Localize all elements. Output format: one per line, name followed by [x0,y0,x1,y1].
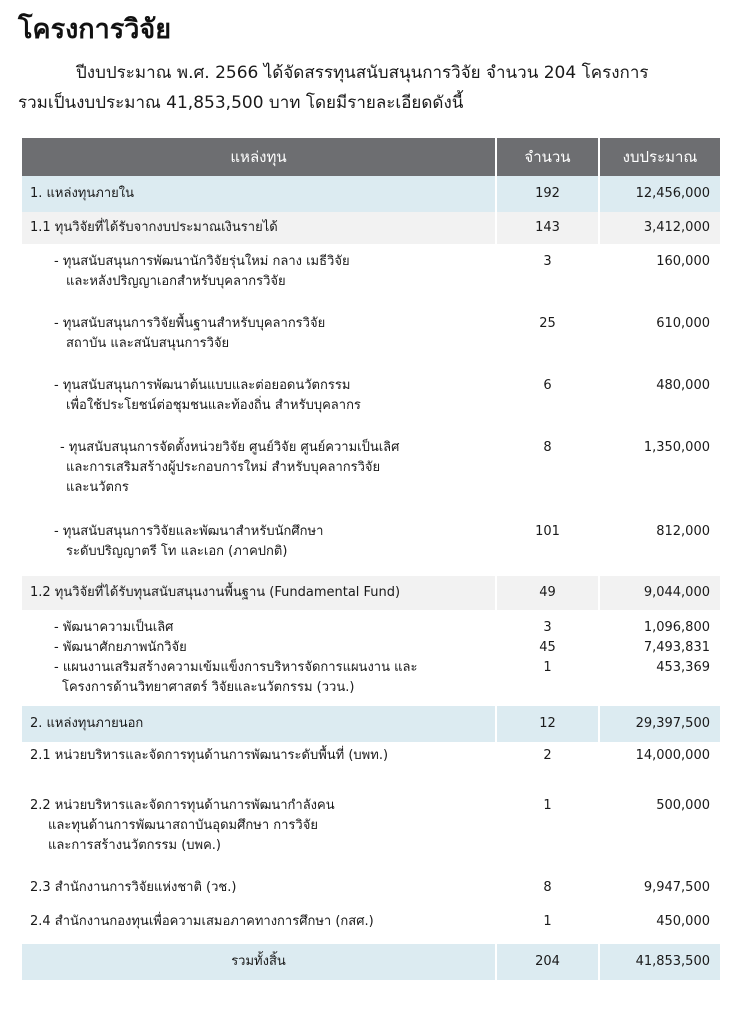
table-row [22,874,720,908]
row-budget: 14,000,000 [635,748,710,763]
row-count: 8 [496,874,599,908]
table-row [22,742,720,788]
row-label: 2.4 สำนักงานกองทุนเพื่อความเสมอภาคทางการศึกษา (กสศ.) [22,908,496,943]
row-budget: 9,947,500 [643,880,710,895]
intro-line-1: ปีงบประมาณ พ.ศ. 2566 ได้จัดสรรทุนสนับสนุนการวิจัย จำนวน 204 โครงการ [76,63,649,83]
table-row [22,638,720,658]
row-label-line: สถาบัน และสนับสนุนการวิจัย [66,336,230,351]
header-count: จำนวน [496,138,599,176]
table-row [22,368,720,430]
row-budget: 1,096,800 [643,620,710,635]
row-budget: 12,456,000 [599,176,720,212]
row-label: 1.2 ทุนวิจัยที่ได้รับทุนสนับสนุนงานพื้นฐาน (Fundamental Fund) [22,576,496,610]
row-label: - พัฒนาศักยภาพนักวิจัย [22,638,496,658]
row-label [22,788,496,874]
table-row [22,306,720,368]
row-budget: 450,000 [656,914,710,929]
table-row [22,908,720,943]
row-count: 192 [496,176,599,212]
row-budget: 9,044,000 [599,576,720,610]
row-count: 12 [496,706,599,742]
row-label: 2. แหล่งทุนภายนอก [22,706,496,742]
row-budget: 500,000 [656,798,710,813]
row-label-line: และทุนด้านการพัฒนาสถาบันอุดมศึกษา การวิจัย [48,818,318,833]
row-label-line: - ทุนสนับสนุนการจัดตั้งหน่วยวิจัย ศูนย์วิจัย ศูนย์ความเป็นเลิศ [60,440,400,455]
row-label-line: - ทุนสนับสนุนการวิจัยพื้นฐานสำหรับบุคลากรวิจัย [54,316,326,331]
row-label-line: โครงการด้านวิทยาศาสตร์ วิจัยและนวัตกรรม (ววน.) [62,680,355,695]
row-budget: 3,412,000 [599,212,720,244]
header-source: แหล่งทุน [22,138,496,176]
row-label-line: - แผนงานเสริมสร้างความเข้มแข็งการบริหารจัดการแผนงาน และ [54,660,418,675]
row-label [22,368,496,430]
total-count: 204 [496,943,599,980]
row-label: 2.1 หน่วยบริหารและจัดการทุนด้านการพัฒนาระดับพื้นที่ (บพท.) [22,742,496,788]
row-label-line: - ทุนสนับสนุนการพัฒนาต้นแบบและต่อยอดนวัตกรรม [54,378,351,393]
intro-paragraph [18,58,730,118]
total-label: รวมทั้งสิ้น [22,943,496,980]
row-budget: 610,000 [656,316,710,331]
row-label: 1. แหล่งทุนภายใน [22,176,496,212]
row-label-line: เพื่อใช้ประโยชน์ต่อชุมชนและท้องถิ่น สำหรับบุคลากร [66,398,361,413]
internal-funding-row [22,176,720,212]
table-row [22,430,720,514]
row-label: 1.1 ทุนวิจัยที่ได้รับจากงบประมาณเงินรายได้ [22,212,496,244]
row-label [22,306,496,368]
table-row [22,514,720,576]
fundamental-fund-row [22,576,720,610]
row-label-line: ระดับปริญญาตรี โท และเอก (ภาคปกติ) [66,544,288,559]
row-budget: 480,000 [656,378,710,393]
row-budget: 160,000 [656,254,710,269]
table-row [22,610,720,638]
row-budget: 29,397,500 [599,706,720,742]
row-budget: 1,350,000 [643,440,710,455]
total-row [22,943,720,980]
row-label [22,430,496,514]
row-label: 2.3 สำนักงานการวิจัยแห่งชาติ (วช.) [22,874,496,908]
row-budget: 812,000 [656,524,710,539]
external-funding-row [22,706,720,742]
row-count: 49 [496,576,599,610]
table-row [22,788,720,874]
budget-table [22,138,720,980]
row-label [22,514,496,576]
row-count: 3 [496,610,599,638]
row-count: 25 [496,306,599,368]
row-label-line: และการสร้างนวัตกรรม (บพค.) [48,838,222,853]
row-label [22,658,496,706]
row-count: 45 [496,638,599,658]
row-budget: 7,493,831 [643,640,710,655]
row-label: - พัฒนาความเป็นเลิศ [22,610,496,638]
table-header-row [22,138,720,176]
row-label-line: และนวัตกร [66,480,129,495]
row-count: 1 [496,908,599,943]
intro-line-2: รวมเป็นงบประมาณ 41,853,500 บาท โดยมีรายละเอียดดังนี้ [18,93,464,113]
total-budget: 41,853,500 [599,943,720,980]
row-label [22,244,496,306]
row-count: 2 [496,742,599,788]
row-count: 143 [496,212,599,244]
table-row [22,244,720,306]
row-count: 1 [496,658,599,706]
header-budget: งบประมาณ [599,138,720,176]
row-count: 1 [496,788,599,874]
revenue-budget-row [22,212,720,244]
row-label-line: และหลังปริญญาเอกสำหรับบุคลากรวิจัย [66,274,286,289]
row-count: 8 [496,430,599,514]
page-title: โครงการวิจัย [18,14,172,45]
table-row [22,658,720,706]
row-label-line: - ทุนสนับสนุนการพัฒนานักวิจัยรุ่นใหม่ กลาง เมธีวิจัย [54,254,350,269]
row-count: 3 [496,244,599,306]
row-count: 6 [496,368,599,430]
row-label-line: 2.2 หน่วยบริหารและจัดการทุนด้านการพัฒนากำลังคน [30,798,335,813]
row-budget: 453,369 [656,660,710,675]
row-label-line: - ทุนสนับสนุนการวิจัยและพัฒนาสำหรับนักศึกษา [54,524,324,539]
row-count: 101 [496,514,599,576]
row-label-line: และการเสริมสร้างผู้ประกอบการใหม่ สำหรับบุคลากรวิจัย [66,460,381,475]
